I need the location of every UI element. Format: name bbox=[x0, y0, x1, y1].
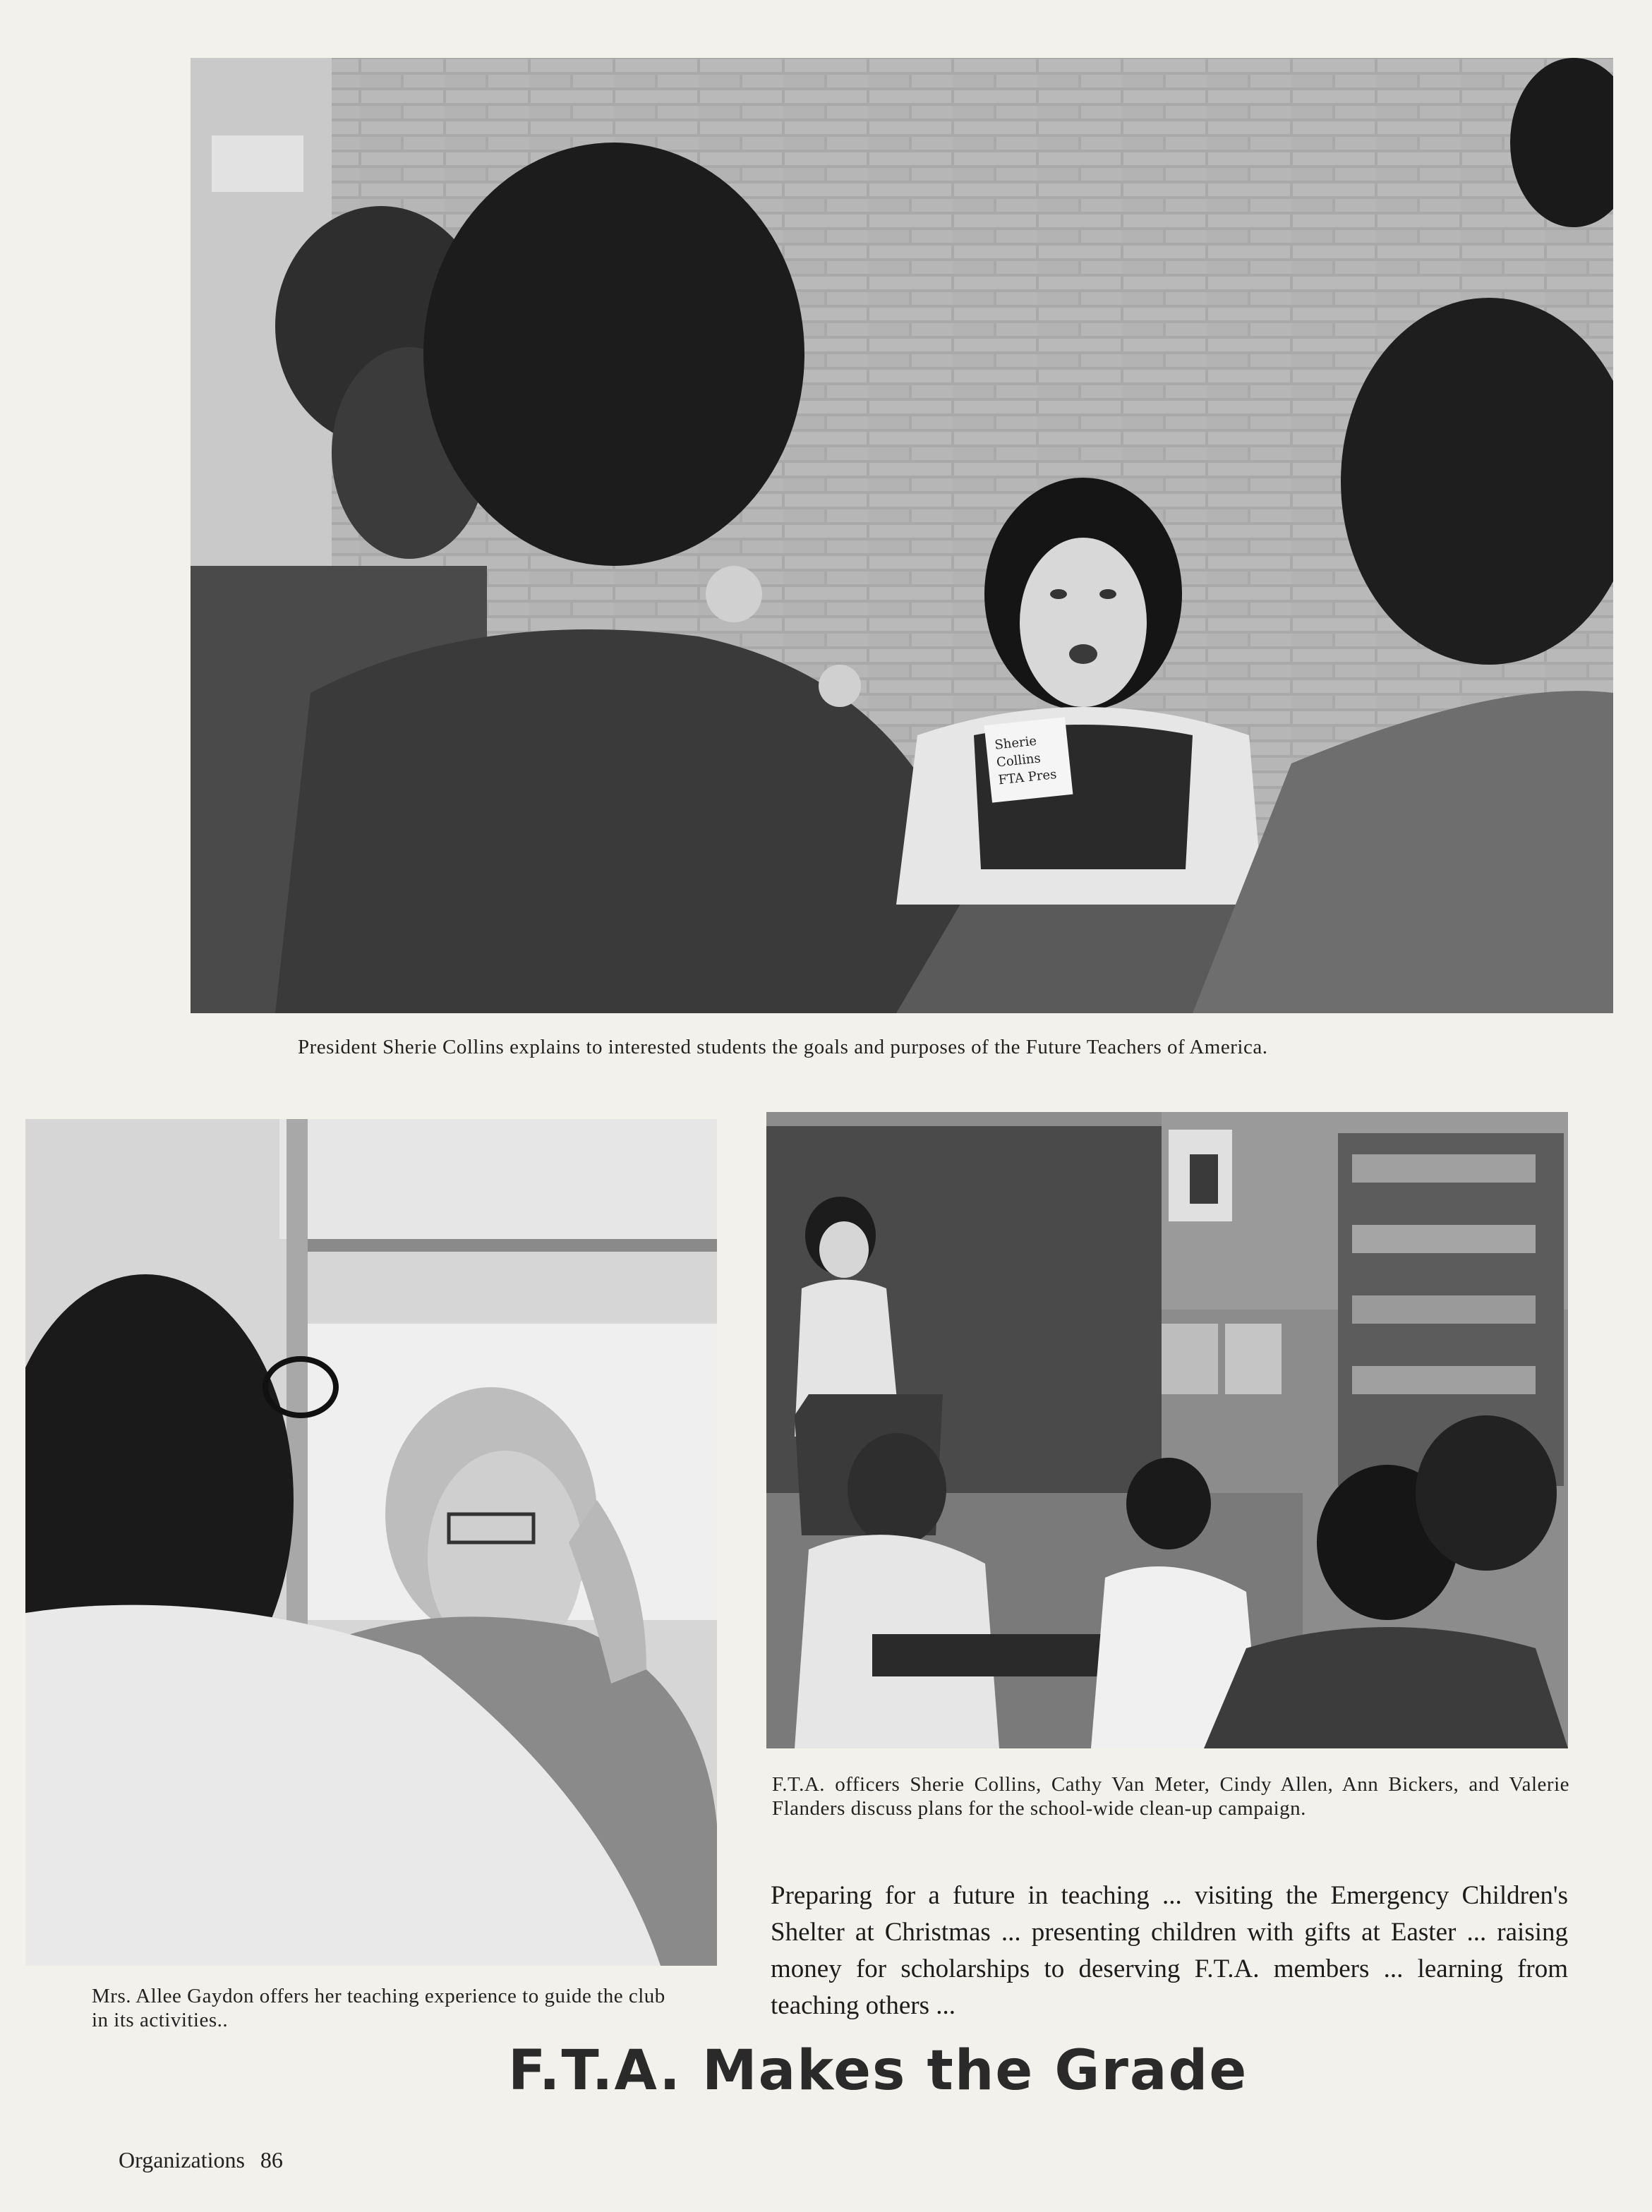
page-headline: F.T.A. Makes the Grade bbox=[508, 2039, 1248, 2103]
caption-bottom-left-photo: Mrs. Allee Gaydon offers her teaching experience to guide the club in its activities.. bbox=[92, 1985, 665, 2031]
caption-top-photo: President Sherie Collins explains to interested students the goals and purposes of the Future Teachers of America. bbox=[298, 1036, 1268, 1058]
caption-bottom-right-photo: F.T.A. officers Sherie Collins, Cathy Van Meter, Cindy Allen, Ann Bickers, and Valerie Flanders discuss plans for the school-wide clean-up campaign. bbox=[772, 1773, 1569, 1820]
name-tag-line-3: FTA Pres bbox=[997, 766, 1058, 788]
photo-officers-meeting-image bbox=[766, 1112, 1568, 1748]
section-name: Organizations bbox=[119, 2147, 245, 2172]
story-body: Preparing for a future in teaching ... visiting the Emergency Children's Shelter at Christmas ... presenting children with gifts at Easter ... raising money for scholarships to deserving F.T.A. members ... learning from teaching others ... bbox=[771, 1881, 1568, 2020]
photo-fta-president-image bbox=[191, 58, 1613, 1013]
photo-officers-meeting bbox=[766, 1112, 1568, 1748]
photo-advisor-image bbox=[25, 1119, 717, 1966]
photo-advisor bbox=[25, 1119, 717, 1966]
photo-fta-president bbox=[191, 58, 1613, 1013]
name-tag-line-2: Collins bbox=[996, 751, 1042, 770]
page-number: 86 bbox=[260, 2147, 283, 2172]
page-folio bbox=[119, 2147, 283, 2173]
name-tag-line-1: Sherie bbox=[994, 733, 1037, 753]
